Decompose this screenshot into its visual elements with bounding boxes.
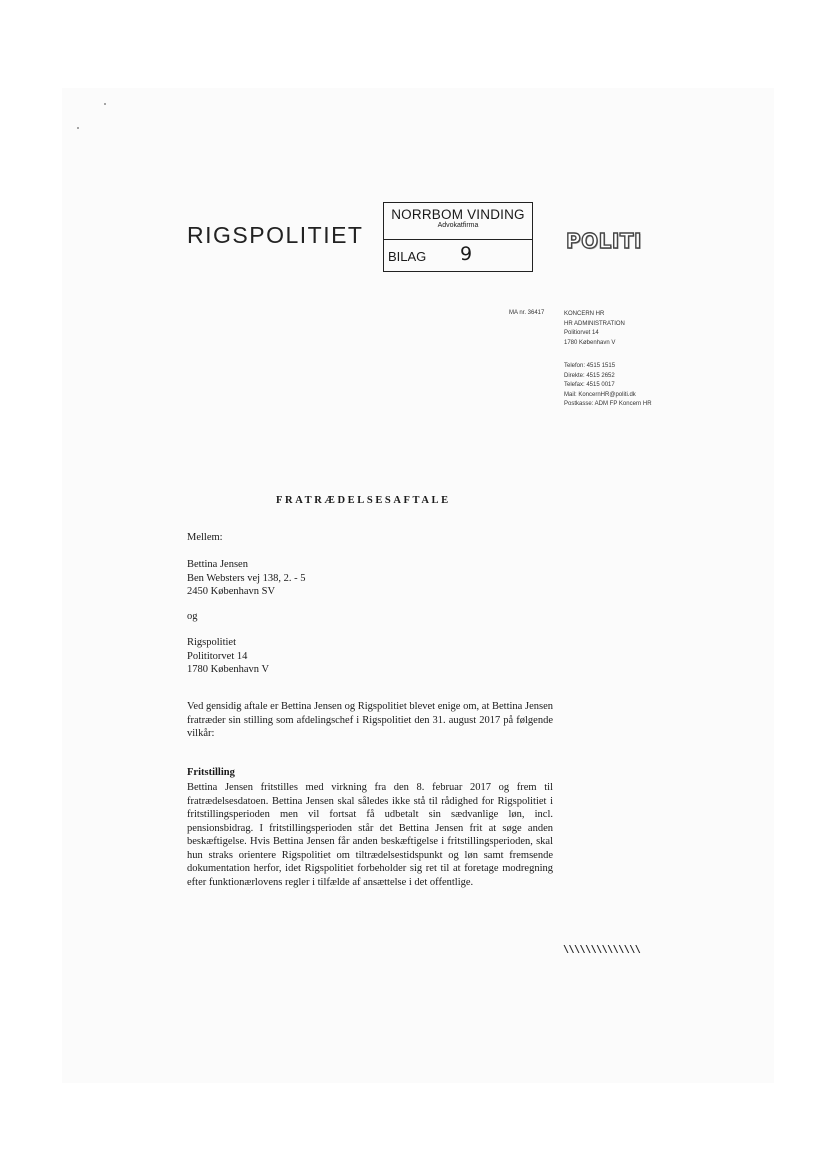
scan-speck — [77, 127, 79, 129]
agency-name: RIGSPOLITIET — [187, 222, 364, 248]
party1-line: 2450 København SV — [187, 586, 276, 597]
contact-line: Telefon: 4515 1515 — [564, 363, 616, 369]
contact-line: Telefax: 4515 0017 — [564, 382, 615, 388]
department-line: HR ADMINISTRATION — [564, 320, 625, 327]
department-line: Politiorvet 14 — [564, 330, 599, 336]
exhibit-stamp — [383, 202, 533, 272]
signature-marks: \\\\\\\\\\\\\\ — [563, 944, 641, 955]
document-title: FRATRÆDELSESAFTALE — [276, 495, 451, 506]
party2-line: 1780 København V — [187, 664, 270, 675]
party2-line: Rigspolitiet — [187, 637, 237, 648]
contact-line: Mail: KoncernHR@politi.dk — [564, 391, 636, 398]
section-paragraph: Bettina Jensen fritstilles med virkning fra den 8. februar 2017 og frem til fratrædelsesdatoen. Bettina Jensen skal således ikke stå til rådighed for Rigspolitiet i fritstillingsperioden men vil fortsat få udbetalt sin sædvanlige løn, incl. pensionsbidrag. I fritstillingsperioden står det Bettina Jensen frit at søge anden beskæftigelse. Hvis Bettina Jensen får anden beskæftigelse i fritstillingsperioden, skal hun straks orientere Rigspolitiet om tiltrædelsestidspunkt og løn samt fremsende dokumentation herfor, idet Rigspolitiet forbeholder sig ret til at foretage modregning efter funktionærlovens regler i tilfælde af ansættelse i det offentlige. — [187, 782, 553, 888]
stamp-subtitle: Advokatfirma — [437, 222, 479, 229]
section-heading: Fritstilling — [187, 767, 235, 778]
party1-line: Ben Websters vej 138, 2. - 5 — [187, 572, 306, 584]
reference-number: MA nr. 36417 — [509, 310, 545, 316]
contact-line: Direkte: 4515 2652 — [564, 372, 615, 379]
stamp-number: 9 — [460, 243, 473, 265]
party1-line: Bettina Jensen — [187, 559, 248, 570]
and-label: og — [187, 611, 198, 622]
contact-line: Postkasse: ADM FP Koncern HR — [564, 401, 652, 407]
politi-logo: POLITI — [566, 229, 642, 253]
stamp-divider — [384, 239, 532, 240]
party2-line: Polititorvet 14 — [187, 650, 248, 662]
scan-speck — [104, 103, 106, 105]
stamp-label: BILAG — [388, 249, 427, 264]
department-line: KONCERN HR — [564, 311, 605, 317]
intro-paragraph: Ved gensidig aftale er Bettina Jensen og Rigspolitiet blevet enige om, at Bettina Jensen fratræder sin stilling som afdelingschef i Rigspolitiet den 31. august 2017 på følgende vilkår: — [187, 701, 553, 739]
stamp-firm: NORRBOM VINDING — [391, 207, 525, 222]
department-line: 1780 København V — [564, 339, 616, 346]
between-label: Mellem: — [187, 532, 223, 543]
